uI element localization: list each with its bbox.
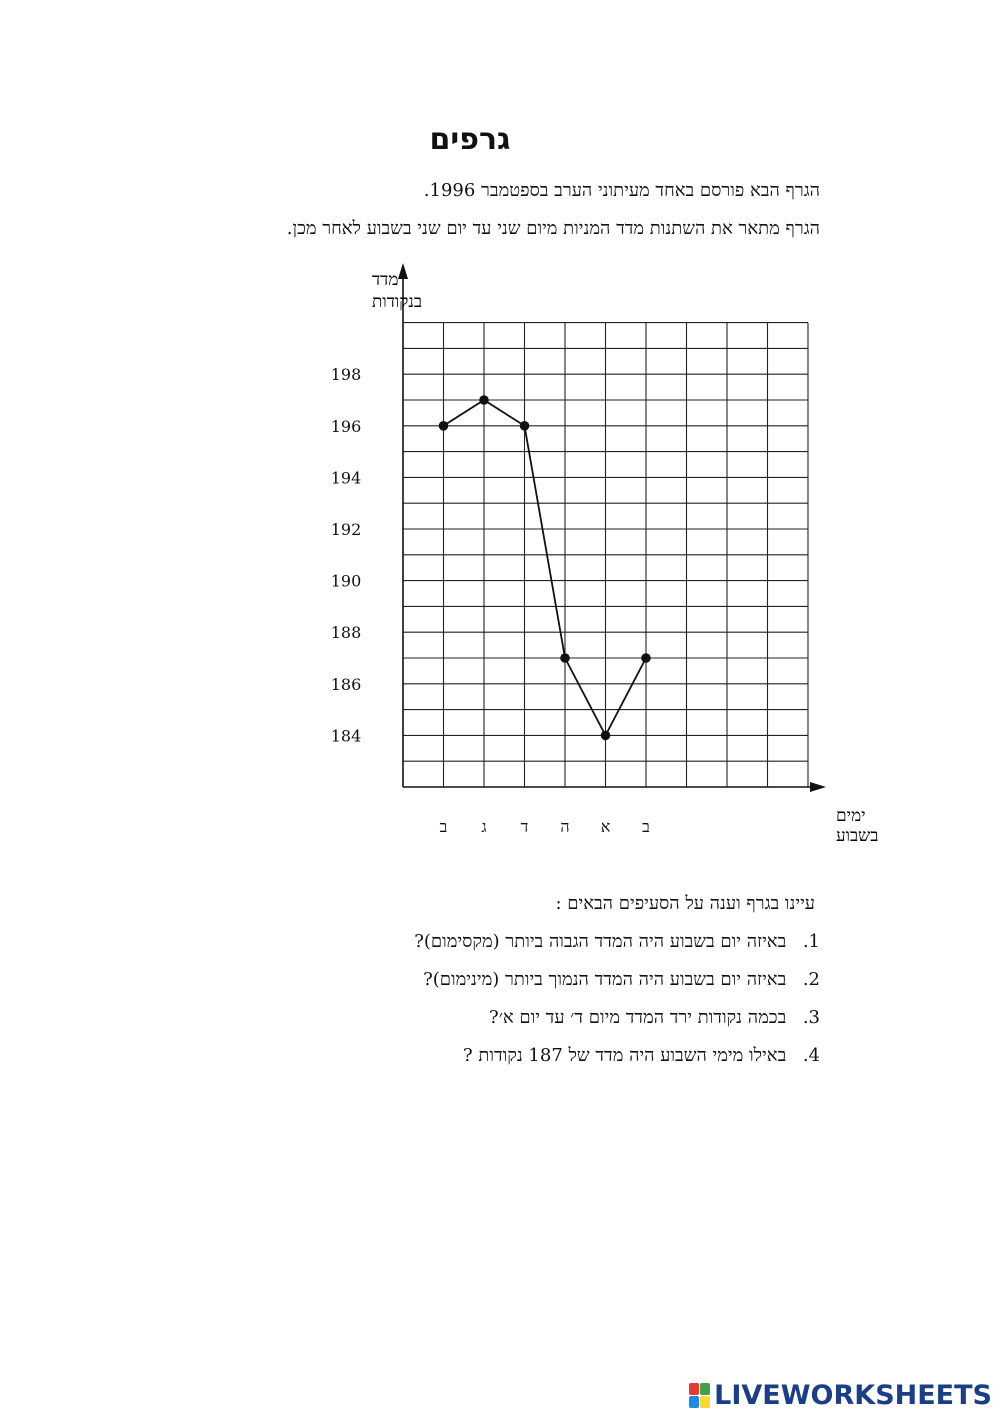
y-tick-label: 190 [330,571,362,591]
liveworksheets-brand [689,1378,992,1412]
instructions: עיינו בגרף וענה על הסעיפים הבאים : [555,893,815,914]
y-axis-label-line-2: בנקודות [372,292,423,312]
y-tick-label: 184 [330,726,362,746]
chart-tick-labels [331,365,650,836]
brand-text: LIVEWORKSHEETS [714,1379,992,1411]
question-item [200,930,820,968]
question-text: באילו מימי השבוע היה מדד של 187 נקודות ? [462,1045,787,1066]
page-title: גרפים [429,122,511,157]
stock-index-chart [0,255,900,855]
y-tick-label: 196 [330,416,362,436]
chart-grid [403,323,808,787]
chart-series [439,395,651,740]
y-axis-arrow-icon [398,263,408,279]
x-axis-label-line-1: ימים [836,806,866,826]
data-point [601,731,611,741]
question-item [200,1044,820,1082]
x-axis-label-line-2: בשבוע [836,826,879,846]
question-text: באיזה יום בשבוע היה המדד הגבוה ביותר (מקסימום)? [414,931,787,952]
question-number: 2. [802,969,820,990]
x-tick-label: ב [439,817,448,836]
data-point [560,653,570,663]
x-tick-label: א [600,817,611,836]
question-text: באיזה יום בשבוע היה המדד הנמוך ביותר (מינימום)? [423,969,787,990]
data-point [479,395,489,405]
y-tick-label: 194 [330,468,362,488]
y-tick-label: 188 [330,623,362,643]
intro-line-2: הגרף מתאר את השתנות מדד המניות מיום שני עד יום שני בשבוע לאחר מכן. [286,218,820,239]
y-tick-label: 192 [330,520,362,539]
question-text: בכמה נקודות ירד המדד מיום ד׳ עד יום א׳? [489,1007,787,1028]
y-tick-label: 186 [330,674,362,694]
question-item [200,968,820,1006]
chart-axes [398,263,826,792]
data-point [439,421,449,431]
question-item [200,1006,820,1044]
series-line [444,400,647,735]
liveworksheets-logo-icon [689,1383,710,1408]
x-tick-label: ג [481,817,487,836]
y-tick-label: 198 [330,365,362,385]
question-number: 1. [802,931,820,952]
x-axis-arrow-icon [810,782,826,792]
x-tick-label: ה [560,817,570,836]
question-number: 4. [802,1045,820,1066]
x-tick-label: ב [642,817,650,836]
question-number: 3. [802,1007,820,1028]
data-point [520,421,530,431]
y-axis-label-line-1: מדד [372,270,399,290]
x-tick-label: ד [520,817,529,836]
chart-axis-labels [372,270,878,846]
intro-line-1: הגרף הבא פורסם באחד מעיתוני הערב בספטמבר 1996. [423,180,820,201]
questions-list [200,930,820,1082]
data-point [641,653,651,663]
